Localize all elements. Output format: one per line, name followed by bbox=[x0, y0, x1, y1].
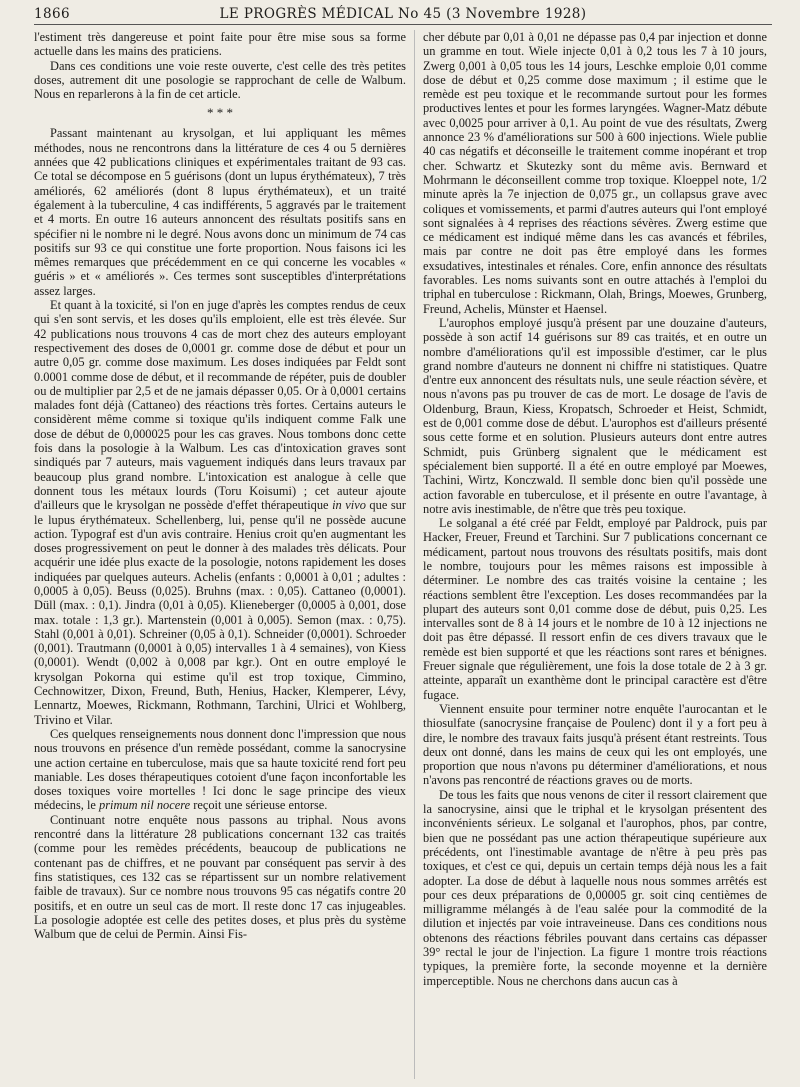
italic-term: primum nil nocere bbox=[99, 798, 191, 813]
text-run: que sur le lupus érythémateux. Schellenberg, lui, pense qu'il ne possède aucune action. Typograf est d'un avis contraire. Henius croit qu'en augmentant les doses progressivement on peut le donner à des malades très délicats. Pour acquérir une idée plus exacte de la posologie, notons rapidement les doses indiquées par quelques auteurs. Achelis (enfants : 0,0001 à 0,01 ; adultes : 0,0005 à 0,05). Beuss (0,025). Bruhns (max. : 0,05). Cattaneo (0,0001). Düll (max. : 0,1). Jindra (0,01 à 0,05). Klieneberger (0,0005 à 0,001, dose max. totale : 1,3 gr.). Martenstein (0,001 à 0,005). Semon (max. : 0,75). Stahl (0,001 à 0,01). Schreiner (0,05 à 0,1). Schneider (0,0001). Schroeder (0,001). Trautmann (0,0001 à 0,05) intervalles 1 à 4 semaines), von Kiess (0,0001). Wendt (0,002 à 0,008 par kgr.). Ont en outre employé le krysolgan Pokorna qui estime qu'il est trop toxique, Cimmino, Cechnowitzer, Dixon, Freund, Buth, Henius, Hacker, Klemperer, Lévy, Lennartz, Moewes, Rickmann, Rothmann, Tarchini, Ulrici et Wohlberg, Trivino et Vilar. bbox=[34, 498, 406, 727]
paragraph: Passant maintenant au krysolgan, et lui appliquant les mêmes méthodes, nous ne rencontrons dans la littérature de ces 4 ou 5 dernières années que 42 publications cliniques et expérimentales traitant de 93 cas. Ce total se décompose en 5 guérisons (dont un lupus érythémateux), 7 très améliorés, 62 améliorés (dont 8 lupus érythémateux), et un traité également à la tuberculine, 4 cas indifférents, 5 aggravés par le traitement et 4 morts. En outre 16 auteurs annoncent des résultats positifs sans en spécifier ni le nombre ni le degré. Nous avons donc un minimum de 74 cas positifs sur 93 ce qui constitue une forte proportion. Nous faisons ici les mêmes remarques que précédemment en ce qui concerne les vocables « guéris » et « améliorés ». Ces termes sont susceptibles d'interprétations assez larges. bbox=[34, 126, 406, 298]
paragraph: Le solganal a été créé par Feldt, employé par Paldrock, puis par Hacker, Freuer, Freund et Tarchini. Sur 7 publications concernant ce médicament, partout nous trouvons des résultats positifs, mais dont le nombre, toujours pour les mêmes raisons est impossible à déterminer. Le nombre des cas traités voisine la centaine ; les réactions semblent être l'exception. Les doses recommandées par la plupart des auteurs sont 0,01 comme dose de début, puis 0,25. Les intervalles sont de 8 à 14 jours et le nombre de 10 à 12 injections ne doit pas être dépassé. Il ressort enfin de ces divers travaux que le remède est bien supporté et que les réactions sont rares et bénignes. Freuer signale que régulièrement, une fois la dose totale de 2 à 3 gr. atteinte, apparaît un exanthème dont le principal caractère est d'être fugace. bbox=[423, 516, 767, 702]
journal-title: LE PROGRÈS MÉDICAL No 45 (3 Novembre 1928) bbox=[219, 6, 587, 22]
column-divider bbox=[414, 30, 415, 1079]
text-run: Et quant à la toxicité, si l'on en juge d'après les comptes rendus de ceux qui s'en sont servis, et les doses qu'ils emploient, elle est très élevée. Sur 42 publications nous trouvons 4 cas de mort chez des auteurs employant respectivement des doses de 0,0001 gr. comme dose de début et pour un autre 0,05 gr. comme dose maximum. Les doses indiquées par Feldt sont 0.0001 comme dose de début, et il recommande de répéter, puis de doubler ou de multiplier par 2,5 et de ne jamais dépasser 0,05. Or à 0,0001 certains malades font déjà (Cattaneo) des réactions très fortes. Certains auteurs le considèrent même comme si toxique qu'ils indiquent comme Falk une dose de début de 0,000025 pour les cas graves. Nous tombons donc cette fois dans la posologie à la Walbum. Les cas d'intoxication graves sont sindiqués par 7 auteurs, mais vaguement indiqués dans leurs travaux par beaucoup plus grand nombre. L'intoxication est analogue à celle que donnent tous les métaux lourds (Toru Koisumi) ; cet auteur ajoute d'ailleurs que le krysolgan ne possède d'effet thérapeutique bbox=[34, 298, 406, 513]
text-run: reçoit une sérieuse entorse. bbox=[190, 798, 328, 813]
paragraph: cher débute par 0,01 à 0,01 ne dépasse pas 0,4 par injection et donne un gramme en tout. Wiele injecte 0,01 à 0,2 tous les 7 à 10 jours, Zwerg 0,001 à 0,05 tous les 14 jours, Leschke emploie 0,01 comme dose de début et 0,25 comme dose maximum ; il estime que le remède est peu toxique et le recommande surtout pour les formes productives lentes et pour les formes laryngées. Wagner-Matz débute avec 0,0025 pour arriver à 0,1. Au point de vue des résultats, Zwerg annonce 23 % d'améliorations sur 500 à 600 injections. Wiele publie 40 cas négatifs et déconseille le traitement comme inopérant et trop cher. Schwartz et Skutezky sont du même avis. Bernward et Mohrmann le déconseillent comme trop toxique. Kloeppel note, 1/2 minute après la 7e injection de 0,075 gr., un collapsus grave avec coliques et vomissements, et parmi d'autres auteurs qui l'ont employé sont signalées à 4 reprises des réactions sévères. Zwerg estime que ce médicament est indiqué même dans les cas avancés et fébriles, mais par contre ne doit pas être employé dans les formes exsudatives, intestinales et rénales. Core, enfin annonce des résultats favorables. Les noms suivants sont en outre attachés à l'emploi du triphal en tuberculose : Rickmann, Olah, Brings, Moewes, Grunberg, Freund, Achelis, Münster et Haensel. bbox=[423, 30, 767, 316]
paragraph: l'estiment très dangereuse et point faite pour être mise sous sa forme actuelle dans les mains des praticiens. bbox=[34, 30, 406, 59]
italic-term: in vivo bbox=[332, 498, 366, 513]
left-column bbox=[34, 30, 406, 941]
paragraph bbox=[34, 298, 406, 727]
paragraph: Dans ces conditions une voie reste ouverte, c'est celle des très petites doses, autrement dit une posologie se rapprochant de celle de Walbum. Nous en reparlerons à la fin de cet article. bbox=[34, 58, 406, 102]
section-break-stars: * * * bbox=[207, 105, 233, 121]
header-rule bbox=[34, 24, 772, 25]
text-run: Ces quelques renseignements nous donnent donc l'impression que nous nous trouvons en présence d'un remède possédant, comme la sanocrysine une action certaine en tuberculose, mais que sa haute toxicité rend fort peu maniable. Les doses thérapeutiques cotoient d'une façon inconfortable les doses toxiques voire mortelles ! Ici donc le sage principe des vieux médecins, le bbox=[34, 726, 406, 813]
paragraph: De tous les faits que nous venons de citer il ressort clairement que la sanocrysine, ainsi que le triphal et le krysolgan présentent des inconvénients sérieux. Le solganal et l'aurophos, phos, par contre, bien que ne possédant pas une action thérapeutique supérieure aux précédents, ont l'inestimable avantage de n'être à peu près pas toxiques, et c'est ce qui, depuis un certain temps déjà nous les a fait adopter. La dose de début à laquelle nous nous sommes arrêtés est pour ces deux préparations de 0,00005 gr. soit cinq centièmes de milligramme mélangés à de l'eau salée pour la commodité de la dilution et injectés par voie intraveineuse. Dans ces conditions nous obtenons des réactions fébriles pouvant dans certains cas dépasser 39° rectal le jour de l'injection. La figure 1 montre trois réactions typiques, la première forte, la seconde moyenne et la dernière imperceptible. Nous ne cherchons dans aucun cas à bbox=[423, 787, 767, 988]
paragraph: Viennent ensuite pour terminer notre enquête l'aurocantan et le thiosulfate (sanocrysine française de Poulenc) dont il y a fort peu à dire, le nombre des travaux faits jusqu'à présent étant restreints. Tous deux ont donné, dans les mains de ceux qui les ont employés, une proportion que nous n'avons pu déterminer d'améliorations, et nous n'avons pas rencontré de réactions graves ou de morts. bbox=[423, 701, 767, 788]
paragraph bbox=[34, 727, 406, 813]
running-header bbox=[34, 4, 772, 24]
page-number: 1866 bbox=[34, 6, 70, 22]
paragraph: L'aurophos employé jusqu'à présent par une douzaine d'auteurs, possède à son actif 14 guérisons sur 89 cas traités, et en outre un nombre d'améliorations qu'il est impossible d'estimer, car le plus grand nombre d'auteurs ne donnent ni chiffre ni statistiques. Quatre d'entre eux annoncent des résultats nuls, une seule réaction sévère, et nous n'avons pas pu trouver de cas de mort. Le dosage de l'avis de Oldenburg, Braun, Kiess, Kropatsch, Schroeder et Heist, Schmidt, est de 0,001 comme dose de début. L'aurophos est d'ailleurs présenté sous cette forme et en solution. Plusieurs auteurs dont entre autres Schmidt, puis Grünberg signalent que le médicament est spécialement bien supporté. Il a été en outre employé par Moewes, Tachini, Wirtz, Konczwald. Il semble donc bien qu'il possède une action favorable en tuberculose, et il présente en outre l'avantage, à notre avis inestimable, de n'être que très peu toxique. bbox=[423, 315, 767, 516]
right-column bbox=[423, 30, 767, 988]
paragraph: Continuant notre enquête nous passons au triphal. Nous avons rencontré dans la littérature 28 publications concernant 132 cas traités (comme pour les remèdes précédents, beaucoup de publications ne contenant pas de chiffres, et ne pouvant par conséquent pas servir à des fins statistiques, ces 132 cas se répartissent sur un nombre relativement faible de travaux). Sur ce nombre nous trouvons 95 cas négatifs contre 20 positifs, et en outre un seul cas de mort. Il reste donc 17 cas injugeables. La posologie adoptée est celle des petites doses, et plus près du système Walbum que de celui de Permin. Ainsi Fis- bbox=[34, 812, 406, 942]
